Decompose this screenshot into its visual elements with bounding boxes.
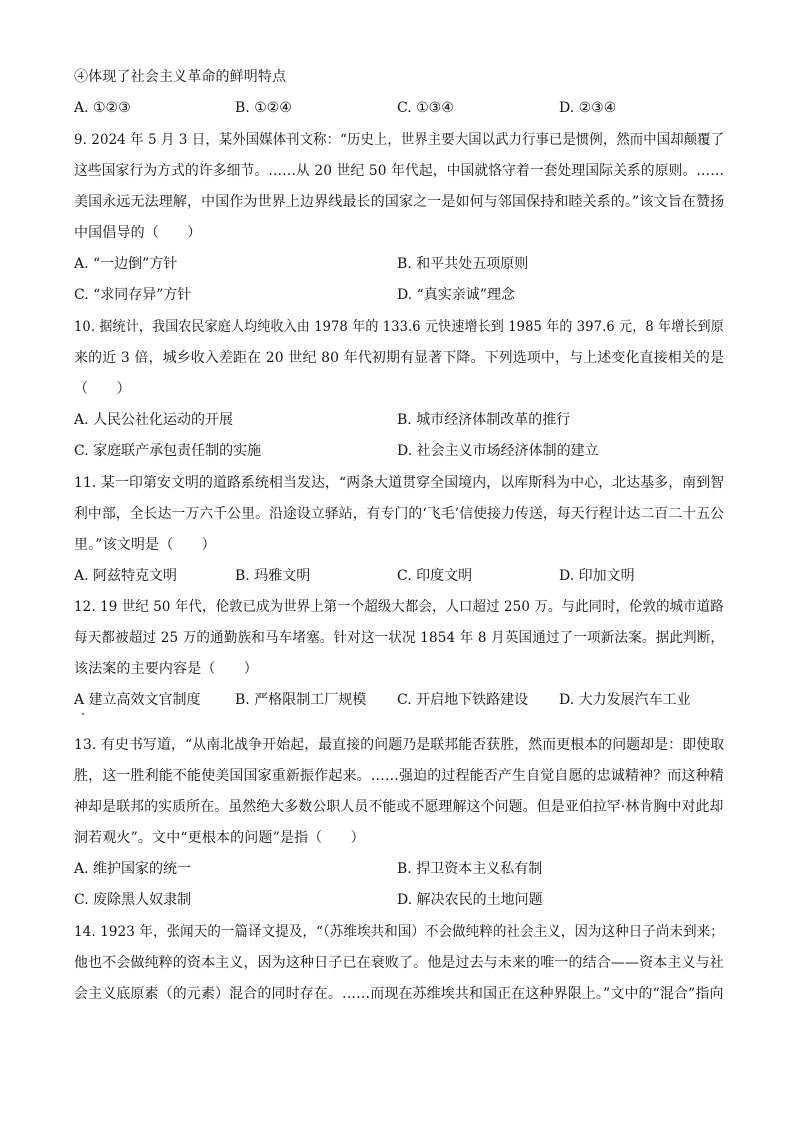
q13-option-d[interactable]: D. 解决农民的土地问题: [397, 892, 543, 908]
q12-stem-line: 12. 19 世纪 50 年代，伦敦已成为世界上第一个超级大都会，人口超过 250 万。与此同时，伦敦的城市道路: [74, 599, 724, 615]
q13-options-row1: [74, 859, 724, 879]
q11-option-a[interactable]: A. 阿兹特克文明: [74, 568, 178, 584]
q9-option-d[interactable]: D. “真实亲诚”理念: [397, 287, 515, 303]
q10-options-row2: [74, 441, 724, 461]
q8-statement-4: ④体现了社会主义革命的鲜明特点: [74, 69, 287, 85]
q14-stem-line: 14. 1923 年，张闻天的一篇译文提及，“（苏维埃共和国）不会做纯粹的社会主义，因为这种日子尚未到来；: [74, 924, 724, 940]
q10-options-row1: [74, 410, 724, 430]
q12-option-c[interactable]: C. 开启地下铁路建设: [397, 692, 529, 708]
q8-option-b[interactable]: B. ①②④: [235, 100, 292, 116]
q10-option-b[interactable]: B. 城市经济体制改革的推行: [397, 412, 571, 428]
q12-option-a[interactable]: A 建立高效文官制度: [74, 692, 201, 708]
q10-stem-line: 10. 据统计，我国农民家庭人均纯收入由 1978 年的 133.6 元快速增长到 1985 年的 397.6 元，8 年增长到原: [74, 319, 724, 335]
q11-stem-line: 里。”该文明是（ ）: [74, 537, 216, 553]
q11-option-c[interactable]: C. 印度文明: [397, 568, 473, 584]
q9-stem-line: 这些国家行为方式的许多细节。……从 20 世纪 50 年代起，中国就恪守着一套处理国际关系的原则。……: [74, 163, 725, 179]
q13-option-b[interactable]: B. 捍卫资本主义私有制: [397, 861, 543, 877]
q11-stem-line: 11. 某一印第安文明的道路系统相当发达，“两条大道贯穿全国境内，以库斯科为中心，北达基多，南到智: [74, 475, 725, 491]
q9-option-c[interactable]: C. “求同存异”方针: [74, 287, 192, 303]
q9-options-row1: [74, 254, 724, 274]
q8-option-a[interactable]: A. ①②③: [74, 100, 131, 116]
q13-options-row2: [74, 890, 724, 910]
q14-stem-line: 会主义底原素（的元素）混合的同时存在。……而现在苏维埃共和国正在这种界限上。”文中的“混合”指向: [74, 986, 724, 1002]
q10-option-d[interactable]: D. 社会主义市场经济体制的建立: [397, 443, 599, 459]
q9-stem-line: 中国倡导的（ ）: [74, 225, 202, 241]
q13-stem-line: 13. 有史书写道，“从南北战争开始起，最直接的问题乃是联邦能否获胜，然而更根本的问题却是：即使取: [74, 737, 725, 753]
q9-stem-line: 9. 2024 年 5 月 3 日，某外国媒体刊文称：“历史上，世界主要大国以武力行事已是惯例，然而中国却颠覆了: [74, 132, 725, 148]
q10-stem-line: 来的近 3 倍，城乡收入差距在 20 世纪 80 年代初期有显著下降。下列选项中，与上述变化直接相关的是: [74, 350, 725, 366]
q10-stem-line: （ ）: [74, 381, 131, 397]
q13-option-a[interactable]: A. 维护国家的统一: [74, 861, 192, 877]
stray-dot: [82, 713, 84, 715]
q11-option-b[interactable]: B. 玛雅文明: [235, 568, 311, 584]
q12-option-b[interactable]: B. 严格限制工厂规模: [235, 692, 367, 708]
q9-option-a[interactable]: A. “一边倒”方针: [74, 256, 178, 272]
q13-stem-line: 洞若观火”。文中“更根本的问题”是指（ ）: [74, 830, 365, 846]
q13-option-c[interactable]: C. 废除黑人奴隶制: [74, 892, 192, 908]
q8-option-d[interactable]: D. ②③④: [559, 100, 617, 116]
q12-stem-line: 该法案的主要内容是（ ）: [74, 661, 258, 677]
q10-option-a[interactable]: A. 人民公社化运动的开展: [74, 412, 234, 428]
q8-option-c[interactable]: C. ①③④: [397, 100, 454, 116]
q12-options: [74, 690, 724, 710]
q9-option-b[interactable]: B. 和平共处五项原则: [397, 256, 529, 272]
q11-option-d[interactable]: D. 印加文明: [559, 568, 635, 584]
q13-stem-line: 胜，这一胜利能不能使美国国家重新振作起来。……强迫的过程能否产生自觉自愿的忠诚精神？而这种精: [74, 768, 724, 784]
q11-stem-line: 利中部，全长达一万六千公里。沿途设立驿站，有专门的‘飞毛’信使接力传送，每天行程计达二百二十五公: [74, 506, 725, 522]
q8-options: [74, 98, 724, 118]
q9-stem-line: 美国永远无法理解，中国作为世界上边界线最长的国家之一是如何与邻国保持和睦关系的。”该文旨在赞扬: [74, 194, 725, 210]
q9-options-row2: [74, 285, 724, 305]
q12-stem-line: 每天都被超过 25 万的通勤族和马车堵塞。针对这一状况 1854 年 8 月英国通过了一项新法案。据此判断，: [74, 630, 725, 646]
q11-options: [74, 566, 724, 586]
q12-option-d[interactable]: D. 大力发展汽车工业: [559, 692, 691, 708]
q10-option-c[interactable]: C. 家庭联产承包责任制的实施: [74, 443, 262, 459]
q13-stem-line: 神却是联邦的实质所在。虽然绝大多数公职人员不能或不愿理解这个问题。但是亚伯拉罕·林肯胸中对此却: [74, 799, 724, 815]
q14-stem-line: 他也不会做纯粹的资本主义，因为这种日子已在衰败了。他是过去与未来的唯一的结合——资本主义与社: [74, 955, 724, 971]
